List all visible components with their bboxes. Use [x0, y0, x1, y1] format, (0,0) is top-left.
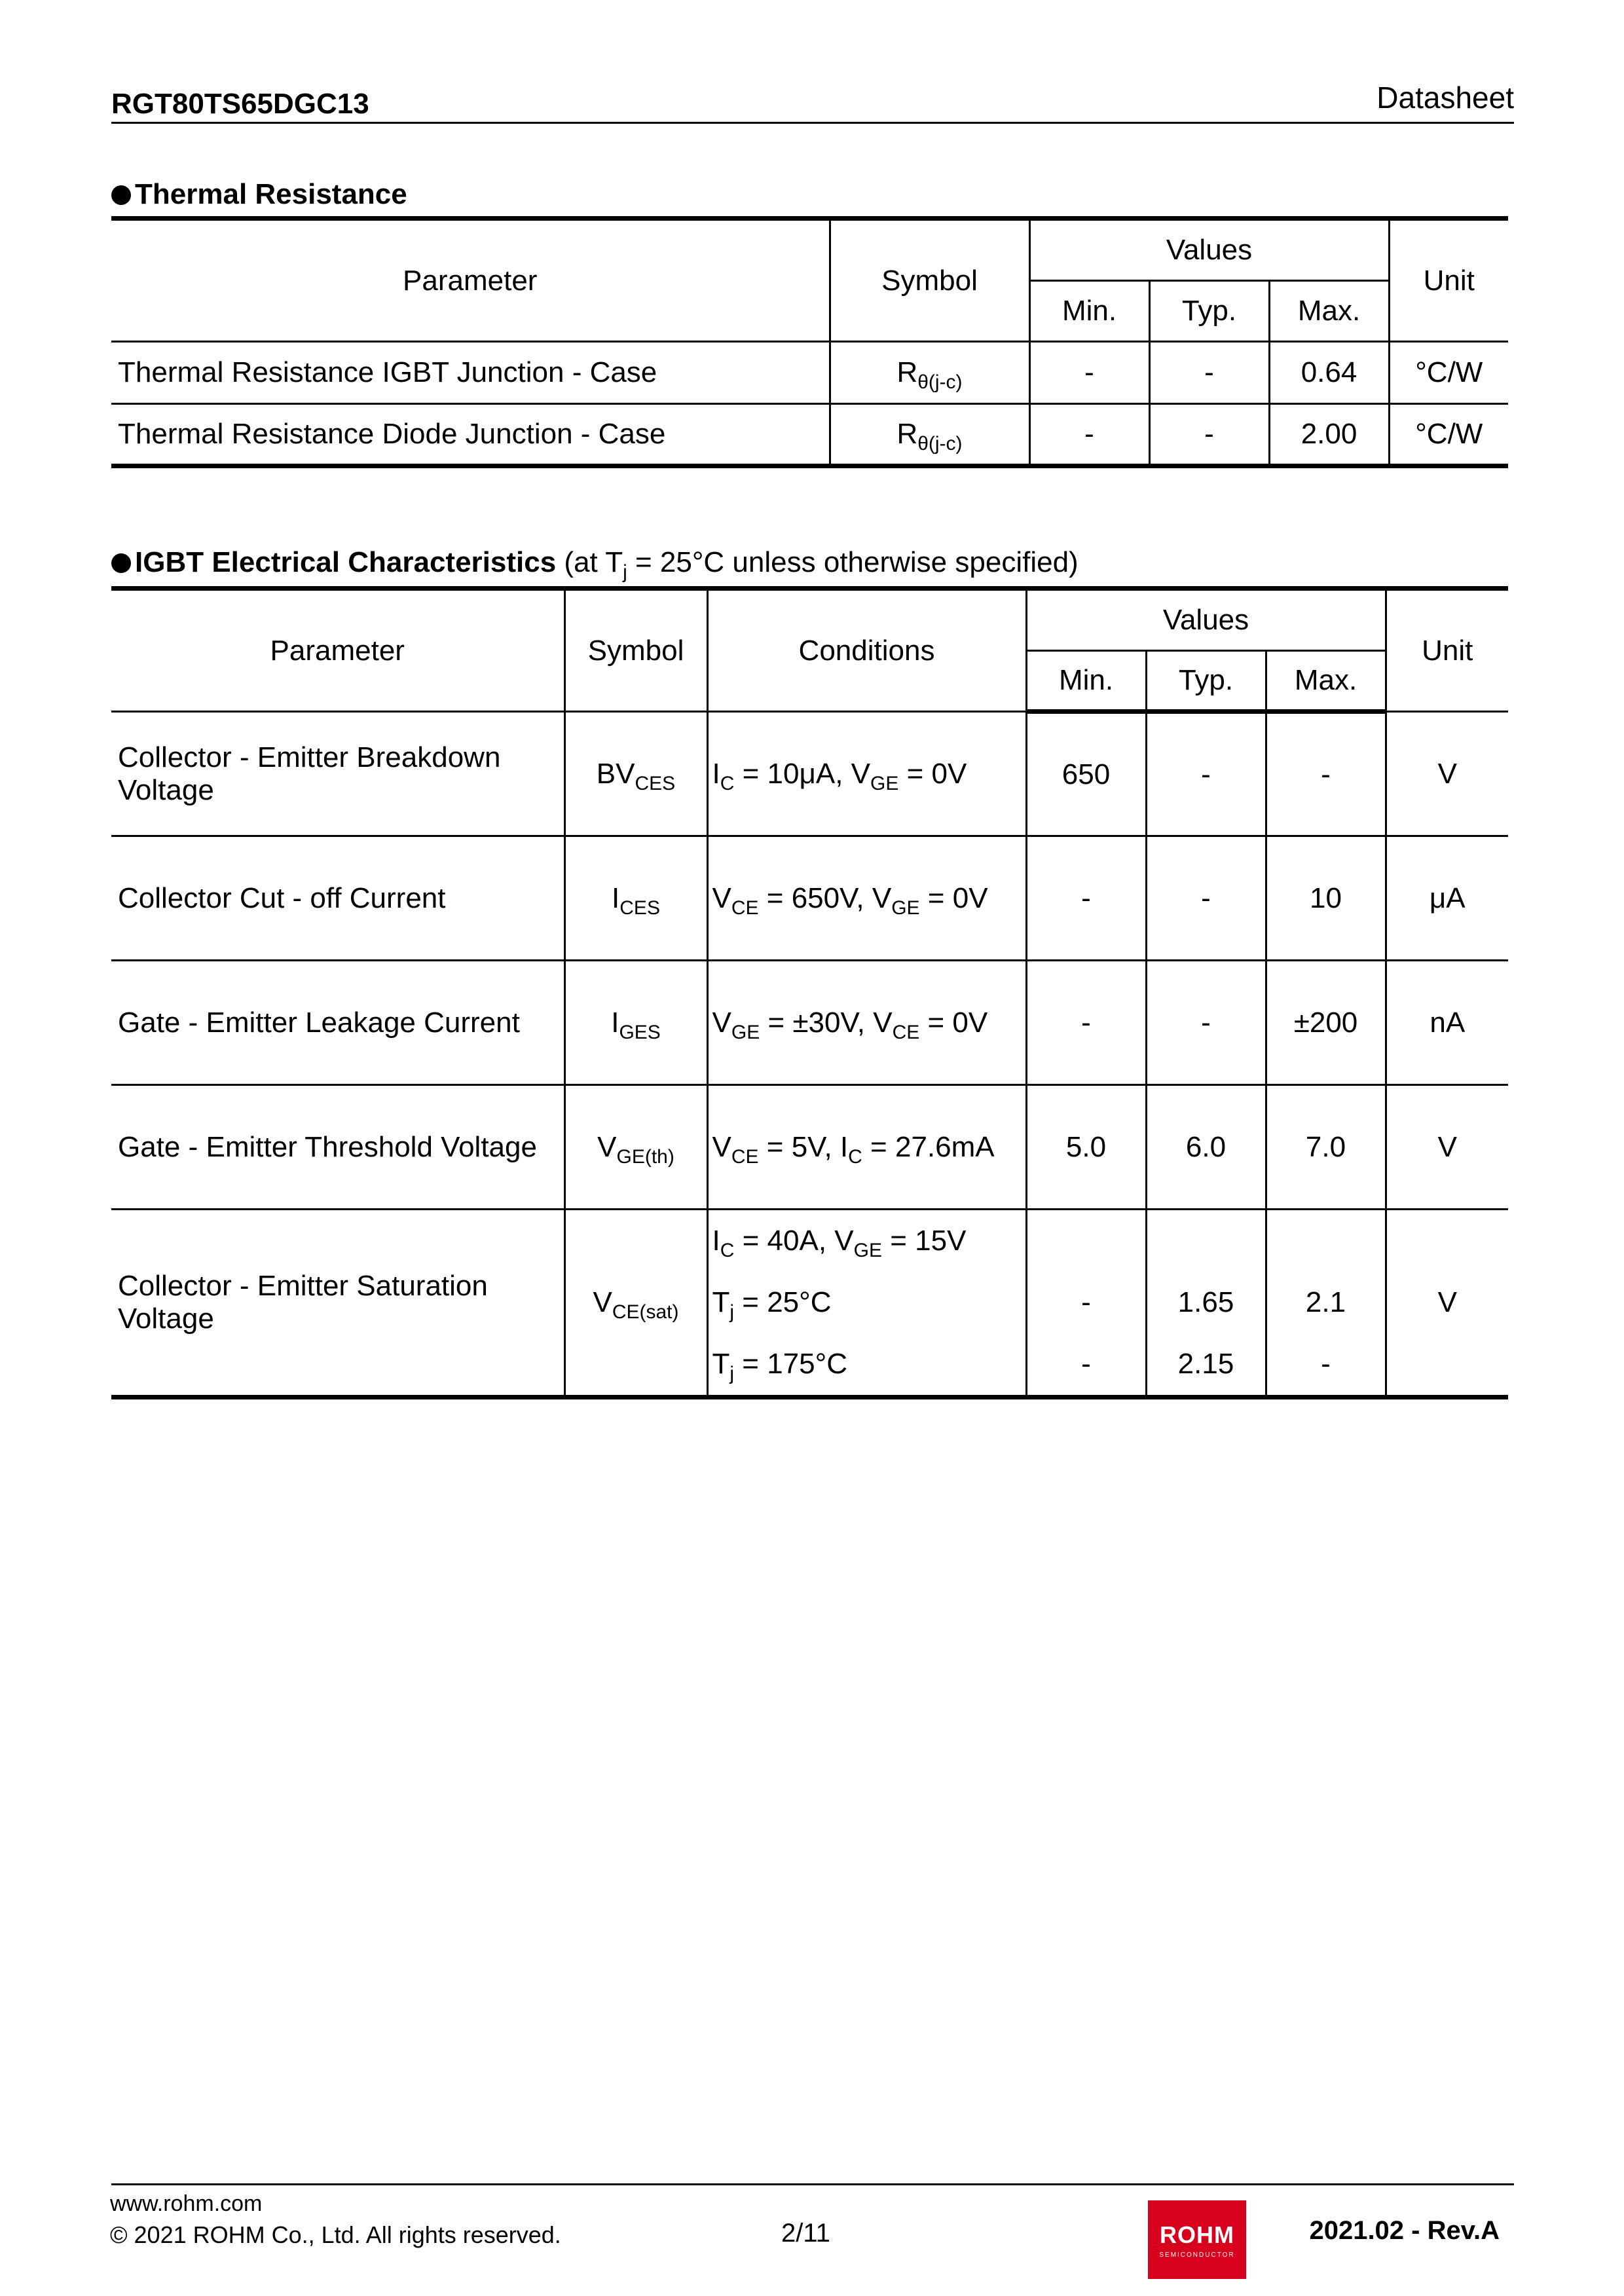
col-symbol: Symbol	[830, 219, 1029, 342]
symbol-cell: $I_{CES}$	[564, 836, 707, 961]
typ-cell: -	[1146, 836, 1266, 961]
table-row	[111, 836, 1508, 961]
doc-type: Datasheet	[1376, 81, 1514, 115]
symbol-cell: $I_{GES}$	[564, 961, 707, 1085]
typ-cell: -	[1149, 342, 1269, 404]
min-cell: 5.0	[1026, 1085, 1146, 1210]
unit-cell: μA	[1386, 836, 1508, 961]
min-cell: - -	[1026, 1210, 1146, 1398]
thermal-section-title: Thermal Resistance	[111, 178, 407, 211]
max-cell: 0.64	[1269, 342, 1389, 404]
bullet-icon	[111, 553, 131, 573]
bullet-icon	[111, 185, 131, 205]
symbol-cell: $V_{CE(sat)}$	[564, 1210, 707, 1398]
max-cell: 2.1 -	[1266, 1210, 1386, 1398]
col-max: Max.	[1269, 281, 1389, 342]
unit-cell: V	[1386, 1085, 1508, 1210]
param-cell: Gate - Emitter Threshold Voltage	[111, 1085, 564, 1210]
table-row	[111, 342, 1508, 404]
page-number: 2/11	[781, 2219, 830, 2248]
condition-cell: $V_{CE} = 650V$, $V_{GE} = 0V$	[707, 836, 1026, 961]
footer-copyright: © 2021 ROHM Co., Ltd. All rights reserved.	[110, 2221, 561, 2248]
col-typ: Typ.	[1149, 281, 1269, 342]
min-cell: -	[1029, 404, 1149, 466]
param-cell: Thermal Resistance Diode Junction - Case	[111, 404, 830, 466]
col-parameter: Parameter	[111, 589, 564, 712]
condition-cell: $I_C = 40A$, $V_{GE} = 15V$ $T_j = 25^\circ C$ $T_j = 175^\circ C$	[707, 1210, 1026, 1398]
col-min: Min.	[1026, 651, 1146, 712]
col-unit: Unit	[1389, 219, 1508, 342]
igbt-characteristics-table	[111, 586, 1508, 1399]
col-max: Max.	[1266, 651, 1386, 712]
max-cell: 10	[1266, 836, 1386, 961]
typ-cell: -	[1146, 712, 1266, 836]
thermal-resistance-table	[111, 216, 1508, 468]
unit-cell: °C/W	[1389, 404, 1508, 466]
symbol-cell: $R_{\theta(j-c)}$	[830, 404, 1029, 466]
param-cell: Collector - Emitter Saturation Voltage	[111, 1210, 564, 1398]
condition-cell: $I_C = 10\mu A$, $V_{GE} = 0V$	[707, 712, 1026, 836]
table-row	[111, 1085, 1508, 1210]
igbt-section-title: IGBT Electrical Characteristics (at $T_j = 25^\circ C$ unless otherwise specified)	[111, 546, 1079, 579]
symbol-cell: $V_{GE(th)}$	[564, 1085, 707, 1210]
max-cell: -	[1266, 712, 1386, 836]
min-cell: -	[1029, 342, 1149, 404]
condition-cell: $V_{GE} = \pm 30V$, $V_{CE} = 0V$	[707, 961, 1026, 1085]
param-cell: Collector - Emitter Breakdown Voltage	[111, 712, 564, 836]
min-cell: -	[1026, 836, 1146, 961]
table-row	[111, 961, 1508, 1085]
typ-cell: -	[1149, 404, 1269, 466]
table-row	[111, 1210, 1508, 1398]
table-row	[111, 712, 1508, 836]
param-cell: Collector Cut - off Current	[111, 836, 564, 961]
min-cell: 650	[1026, 712, 1146, 836]
unit-cell: V	[1386, 712, 1508, 836]
col-values: Values	[1026, 589, 1386, 651]
unit-cell: V	[1386, 1210, 1508, 1398]
col-values: Values	[1029, 219, 1389, 281]
unit-cell: nA	[1386, 961, 1508, 1085]
symbol-cell: $BV_{CES}$	[564, 712, 707, 836]
typ-cell: -	[1146, 961, 1266, 1085]
rohm-logo: ROHM SEMICONDUCTOR	[1148, 2200, 1246, 2279]
col-min: Min.	[1029, 281, 1149, 342]
max-cell: 7.0	[1266, 1085, 1386, 1210]
footer-divider	[111, 2183, 1514, 2185]
footer-url: www.rohm.com	[110, 2191, 263, 2216]
condition-cell: $V_{CE} = 5V$, $I_C = 27.6mA$	[707, 1085, 1026, 1210]
max-cell: 2.00	[1269, 404, 1389, 466]
table-row	[111, 404, 1508, 466]
min-cell: -	[1026, 961, 1146, 1085]
col-parameter: Parameter	[111, 219, 830, 342]
col-symbol: Symbol	[564, 589, 707, 712]
header-divider	[111, 122, 1514, 124]
part-number: RGT80TS65DGC13	[111, 88, 369, 120]
param-cell: Gate - Emitter Leakage Current	[111, 961, 564, 1085]
col-conditions: Conditions	[707, 589, 1026, 712]
typ-cell: 1.65 2.15	[1146, 1210, 1266, 1398]
typ-cell: 6.0	[1146, 1085, 1266, 1210]
col-typ: Typ.	[1146, 651, 1266, 712]
revision: 2021.02 - Rev.A	[1309, 2216, 1500, 2245]
max-cell: ±200	[1266, 961, 1386, 1085]
col-unit: Unit	[1386, 589, 1508, 712]
param-cell: Thermal Resistance IGBT Junction - Case	[111, 342, 830, 404]
symbol-cell: $R_{\theta(j-c)}$	[830, 342, 1029, 404]
unit-cell: °C/W	[1389, 342, 1508, 404]
